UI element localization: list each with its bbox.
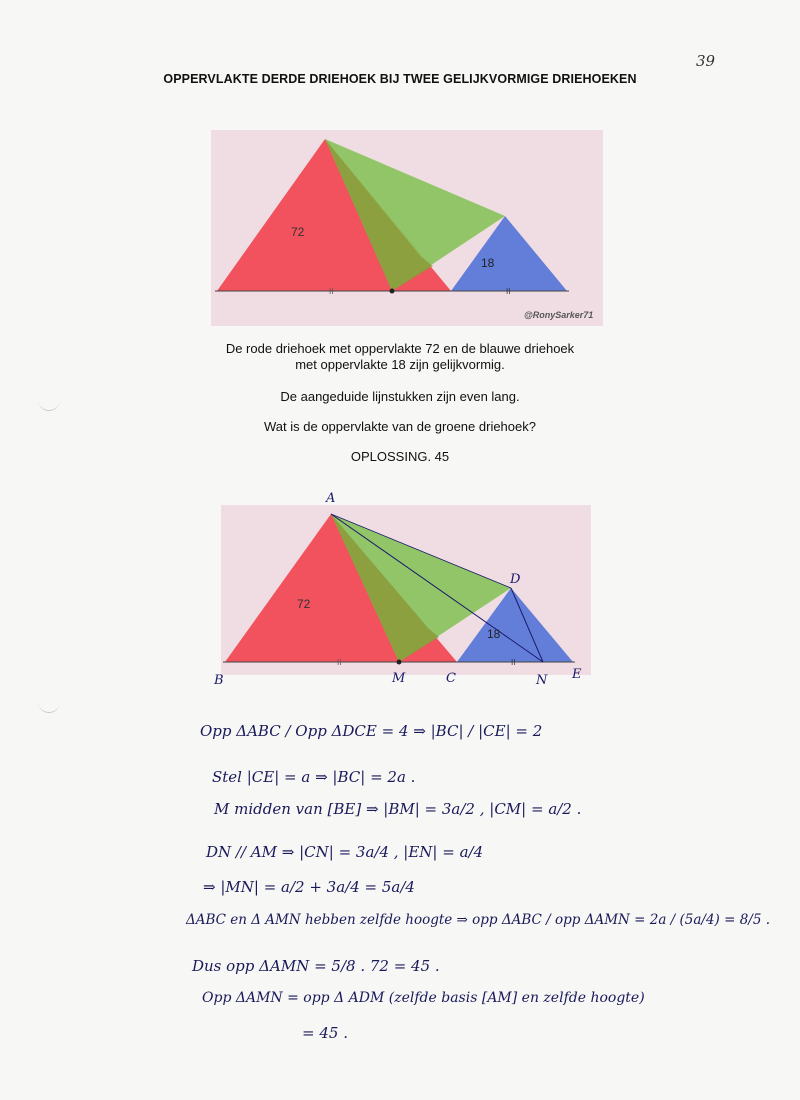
question-line: De rode driehoek met oppervlakte 72 en de blauwe driehoek — [225, 341, 575, 356]
punch-hole-mark — [38, 398, 60, 411]
midpoint-dot — [390, 289, 395, 294]
punch-hole-mark — [38, 700, 60, 713]
point-label-E: E — [572, 667, 582, 682]
handwritten-line: ΔABC en Δ AMN hebben zelfde hoogte ⇒ opp ΔABC / opp ΔAMN = 2a / (5a/4) = 8/5 . — [186, 912, 771, 928]
page-title: OPPERVLAKTE DERDE DRIEHOEK BIJ TWEE GELIJKVORMIGE DRIEHOEKEN — [163, 72, 637, 86]
credit-label: @RonySarker71 — [524, 310, 594, 320]
tick-mark: II — [337, 658, 342, 667]
blue-area-label: 18 — [487, 627, 501, 641]
point-label-A: A — [326, 491, 336, 506]
tick-mark: II — [511, 658, 516, 667]
handwritten-line: Dus opp ΔAMN = 5/8 . 72 = 45 . — [192, 957, 440, 975]
handwritten-line: Opp ΔAMN = opp Δ ADM (zelfde basis [AM] en zelfde hoogte) — [202, 990, 645, 1006]
handwritten-line: M midden van [BE] ⇒ |BM| = 3a/2 , |CM| = a/2 . — [214, 800, 582, 818]
point-label-C: C — [446, 671, 456, 686]
handwritten-line: ⇒ |MN| = a/2 + 3a/4 = 5a/4 — [203, 878, 415, 896]
point-label-B: B — [214, 673, 224, 688]
red-area-label: 72 — [297, 597, 311, 611]
question-line: Wat is de oppervlakte van de groene driehoek? — [264, 419, 536, 434]
page-number: 39 — [696, 52, 716, 70]
figure-problem — [211, 130, 603, 326]
handwritten-line: DN // AM ⇒ |CN| = 3a/4 , |EN| = a/4 — [206, 843, 484, 861]
tick-mark: II — [506, 287, 511, 296]
tick-mark: II — [329, 287, 334, 296]
red-area-label: 72 — [291, 225, 305, 239]
solution-line: OPLOSSING. 45 — [350, 449, 450, 464]
question-line: met oppervlakte 18 zijn gelijkvormig. — [295, 357, 505, 372]
blue-area-label: 18 — [481, 256, 495, 270]
midpoint-dot — [397, 660, 402, 665]
point-label-M: M — [392, 671, 406, 686]
handwritten-line: Opp ΔABC / Opp ΔDCE = 4 ⇒ |BC| / |CE| = 2 — [200, 722, 543, 740]
question-line: De aangeduide lijnstukken zijn even lang. — [280, 389, 520, 404]
figure-solution — [221, 505, 591, 675]
handwritten-line: = 45 . — [302, 1024, 348, 1042]
point-label-N: N — [536, 673, 548, 688]
handwritten-line: Stel |CE| = a ⇒ |BC| = 2a . — [212, 768, 416, 786]
point-label-D: D — [510, 572, 521, 587]
